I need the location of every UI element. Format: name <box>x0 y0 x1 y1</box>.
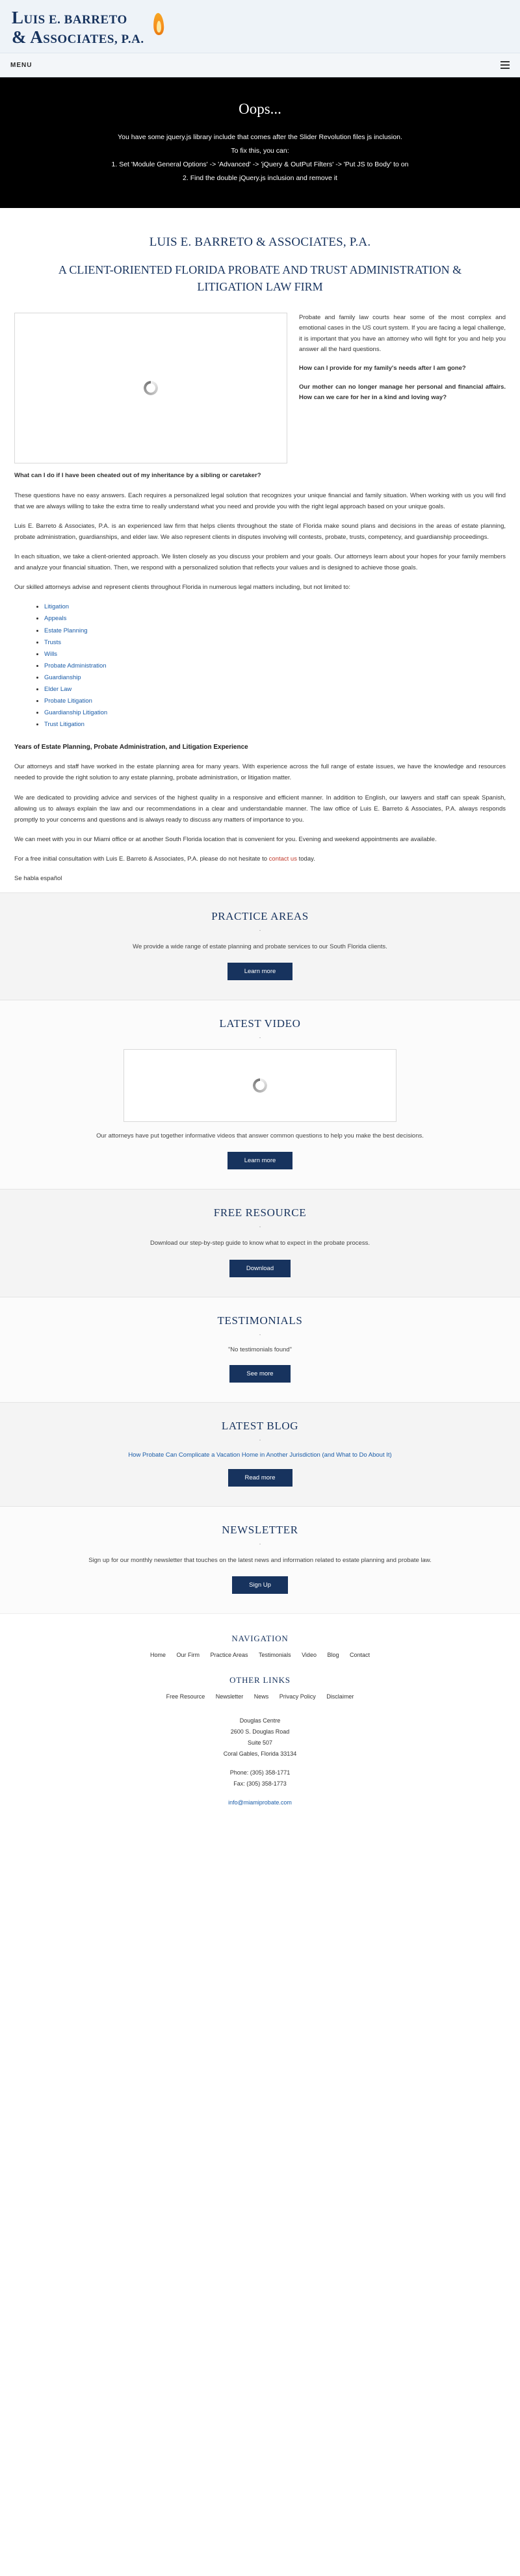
latest-blog-read-more-button[interactable]: Read more <box>228 1469 292 1487</box>
footer-nav-video[interactable]: Video <box>302 1651 317 1658</box>
practice-link[interactable]: Appeals <box>44 615 67 623</box>
latest-video-learn-more-button[interactable]: Learn more <box>228 1152 293 1169</box>
list-item[interactable] <box>44 707 506 718</box>
list-item[interactable] <box>44 696 506 707</box>
footer-nav-home[interactable]: Home <box>150 1651 166 1658</box>
address-line: 2600 S. Douglas Road <box>230 1728 290 1735</box>
notice-line: 2. Find the double jQuery.js inclusion and remove it <box>183 174 337 182</box>
loading-spinner-icon <box>253 1078 267 1093</box>
practice-link[interactable]: Probate Administration <box>44 662 107 670</box>
practice-link[interactable]: Guardianship Litigation <box>44 709 108 717</box>
panel-title: LATEST BLOG <box>221 1419 299 1432</box>
practice-link[interactable]: Elder Law <box>44 685 72 693</box>
practice-link[interactable]: Trusts <box>44 638 62 646</box>
intro-question: Our mother can no longer manage her personal and financial affairs. How can we care for her in a kind and loving way? <box>299 383 506 402</box>
practice-link[interactable]: Wills <box>44 650 58 658</box>
latest-video-panel <box>0 1000 520 1189</box>
logo-line-2 <box>12 29 144 46</box>
panel-subtitle: Our attorneys have put together informative videos that answer common questions to help you make the best decisions. <box>96 1132 424 1140</box>
panel-title: NEWSLETTER <box>222 1523 298 1536</box>
loading-spinner-icon <box>144 381 158 395</box>
panel-subtitle: Sign up for our monthly newsletter that touches on the latest news and information related to estate planning and probate law. <box>88 1556 432 1564</box>
newsletter-panel <box>0 1506 520 1613</box>
intro-paragraph: These questions have no easy answers. Each requires a personalized legal solution that recognizes your unique financial and family situation. When working with us you will find that we are always willing to take the extra time to really understand what you need and provide you with the right legal approach based on your unique goals. <box>14 491 506 510</box>
logo-line-1 <box>12 9 144 27</box>
spanish-note: Se habla español <box>14 875 62 882</box>
intro-video-player[interactable] <box>14 313 287 463</box>
list-item[interactable] <box>44 637 506 648</box>
intro-side-text <box>299 313 506 411</box>
intro-body-copy <box>0 469 520 885</box>
footer-address <box>14 1715 506 1809</box>
logo-line-1-rest: UIS E. BARRETO <box>23 13 127 27</box>
practice-areas-learn-more-button[interactable]: Learn more <box>228 963 293 980</box>
consultation-text-pre: For a free initial consultation with Luis E. Barreto & Associates, P.A. please do not hesitate to <box>14 855 269 863</box>
panel-subtitle: We provide a wide range of estate planning and probate services to our South Florida clients. <box>133 943 387 951</box>
footer-nav-practice-areas[interactable]: Practice Areas <box>210 1651 248 1658</box>
page-title: LUIS E. BARRETO & ASSOCIATES, P.A. <box>149 235 371 250</box>
jquery-error-notice <box>0 77 520 208</box>
site-logo[interactable] <box>12 9 508 46</box>
hamburger-icon[interactable] <box>500 59 510 71</box>
testimonials-see-more-button[interactable]: See more <box>229 1365 290 1383</box>
notice-title: Oops... <box>239 101 281 117</box>
practice-link[interactable]: Estate Planning <box>44 627 88 634</box>
practice-link[interactable]: Guardianship <box>44 673 81 681</box>
panel-title: LATEST VIDEO <box>219 1017 301 1030</box>
logo-initial-l: L <box>12 8 24 27</box>
footer-link-disclaimer[interactable]: Disclaimer <box>326 1693 354 1700</box>
list-item[interactable] <box>44 625 506 636</box>
testimonials-panel <box>0 1297 520 1402</box>
testimonials-empty-message: "No testimonials found" <box>228 1346 292 1353</box>
logo-initial-a: A <box>30 27 44 47</box>
footer-other-links-title: OTHER LINKS <box>229 1674 291 1685</box>
experience-heading: Years of Estate Planning, Probate Administration, and Litigation Experience <box>14 744 248 751</box>
latest-blog-post-link[interactable]: How Probate Can Complicate a Vacation Home in Another Jurisdiction (and What to Do About It) <box>128 1451 392 1459</box>
notice-line: You have some jquery.js library include that comes after the Slider Revolution files js inclusion. <box>118 133 402 141</box>
intro-paragraph: In each situation, we take a client-oriented approach. We listen closely as you discuss your problem and your goals. Our attorneys learn about your hopes for your family members and analyze your financial situation. Then, we respond with a personalized solution that reflects your values and is designed to achieve those goals. <box>14 553 506 572</box>
flame-icon <box>150 13 166 43</box>
logo-text <box>12 9 144 46</box>
footer-other-links <box>14 1693 506 1700</box>
site-footer <box>0 1613 520 1826</box>
intro-question: What can I do if I have been cheated out of my inheritance by a sibling or caretaker? <box>14 471 261 479</box>
site-header <box>0 0 520 53</box>
divider-dot: · <box>259 1034 261 1042</box>
footer-link-privacy-policy[interactable]: Privacy Policy <box>279 1693 316 1700</box>
intro-question: How can I provide for my family's needs after I am gone? <box>299 365 466 372</box>
practice-link[interactable]: Litigation <box>44 603 70 611</box>
office-paragraph: We can meet with you in our Miami office or at another South Florida location that is convenient for you. Evening and weekend appointments are available. <box>14 835 437 843</box>
list-item[interactable] <box>44 649 506 660</box>
mobile-menu-bar[interactable] <box>0 53 520 77</box>
practice-link[interactable]: Probate Litigation <box>44 697 92 705</box>
footer-nav-our-firm[interactable]: Our Firm <box>176 1651 200 1658</box>
address-line: Coral Gables, Florida 33134 <box>223 1750 297 1757</box>
footer-navigation <box>14 1652 506 1658</box>
panel-title: FREE RESOURCE <box>213 1206 307 1219</box>
divider-dot: · <box>259 1223 261 1231</box>
divider-dot: · <box>259 927 261 935</box>
footer-email-link[interactable]: info@miamiprobate.com <box>228 1799 292 1806</box>
address-line: Suite 507 <box>247 1739 273 1746</box>
footer-link-news[interactable]: News <box>254 1693 269 1700</box>
consultation-text-post: today. <box>296 855 315 863</box>
newsletter-sign-up-button[interactable]: Sign Up <box>232 1576 288 1594</box>
panel-subtitle: Download our step-by-step guide to know what to expect in the probate process. <box>150 1240 370 1247</box>
list-item[interactable] <box>44 601 506 612</box>
consultation-paragraph <box>14 853 506 865</box>
logo-line-2-rest: SSOCIATES, P.A. <box>43 33 144 46</box>
latest-blog-panel <box>0 1402 520 1506</box>
practice-link[interactable]: Trust Litigation <box>44 721 84 729</box>
contact-us-link[interactable]: contact us <box>268 855 297 863</box>
notice-line: To fix this, you can: <box>231 146 289 155</box>
intro-paragraph: Our skilled attorneys advise and represent clients throughout Florida in numerous legal matters including, but not limited to: <box>14 584 350 592</box>
footer-nav-blog[interactable]: Blog <box>327 1651 339 1658</box>
footer-phone: Phone: (305) 358-1771 <box>229 1769 291 1776</box>
logo-ampersand: & <box>12 27 27 47</box>
footer-nav-testimonials[interactable]: Testimonials <box>259 1651 291 1658</box>
practice-areas-list <box>14 601 506 730</box>
list-item[interactable] <box>44 660 506 671</box>
page-tagline: A CLIENT-ORIENTED FLORIDA PROBATE AND TRUST ADMINISTRATION & LITIGATION LAW FIRM <box>58 263 462 294</box>
list-item[interactable] <box>44 613 506 624</box>
panel-title: TESTIMONIALS <box>217 1314 303 1327</box>
panel-title: PRACTICE AREAS <box>211 910 309 923</box>
latest-video-player[interactable] <box>124 1049 396 1122</box>
menu-label: MENU <box>10 61 32 69</box>
footer-nav-contact[interactable]: Contact <box>350 1651 370 1658</box>
footer-link-newsletter[interactable]: Newsletter <box>215 1693 244 1700</box>
intro-columns <box>14 313 506 463</box>
notice-line: 1. Set 'Module General Options' -> 'Advanced' -> 'jQuery & OutPut Filters' -> 'Put JS to Body' to on <box>111 160 409 168</box>
divider-dot: · <box>259 1436 261 1444</box>
list-item[interactable] <box>44 684 506 695</box>
practice-areas-panel <box>0 892 520 1000</box>
experience-paragraph: We are dedicated to providing advice and services of the highest quality in a responsive and efficient manner. In addition to English, our lawyers and staff can speak Spanish, allowing us to always explain the law and our recommendations in a clear and understandable manner. The law office of Luis E. Barreto & Associates, P.A. always responds promptly to your concerns and questions and is always ready to discuss any matters of importance to you. <box>14 794 506 824</box>
list-item[interactable] <box>44 719 506 730</box>
list-item[interactable] <box>44 672 506 683</box>
footer-navigation-title: NAVIGATION <box>231 1633 289 1643</box>
footer-link-free-resource[interactable]: Free Resource <box>166 1693 205 1700</box>
address-line: Douglas Centre <box>239 1717 281 1724</box>
divider-dot: · <box>259 1540 261 1548</box>
intro-paragraph: Luis E. Barreto & Associates, P.A. is an experienced law firm that helps clients throughout the state of Florida make sound plans and decisions in the areas of estate planning, probate administration, guardianships, and elder law. We also represent clients in disputes involving will contests, probate, trusts, competency, and guardianship proceedings. <box>14 522 506 541</box>
intro-paragraph: Probate and family law courts hear some of the most complex and emotional cases in the US court system. If you are facing a legal challenge, it is important that you have an attorney who will fight for you and help you answer all the hard questions. <box>299 313 506 354</box>
divider-dot: · <box>259 1331 261 1338</box>
free-resource-panel <box>0 1189 520 1296</box>
free-resource-download-button[interactable]: Download <box>229 1260 291 1277</box>
experience-paragraph: Our attorneys and staff have worked in the estate planning area for many years. With experience across the full range of estate issues, we have the knowledge and resources needed to provide the right solution to any estate planning, probate administration, or litigation matter. <box>14 763 506 782</box>
intro-section <box>0 208 520 468</box>
footer-fax: Fax: (305) 358-1773 <box>233 1780 287 1788</box>
